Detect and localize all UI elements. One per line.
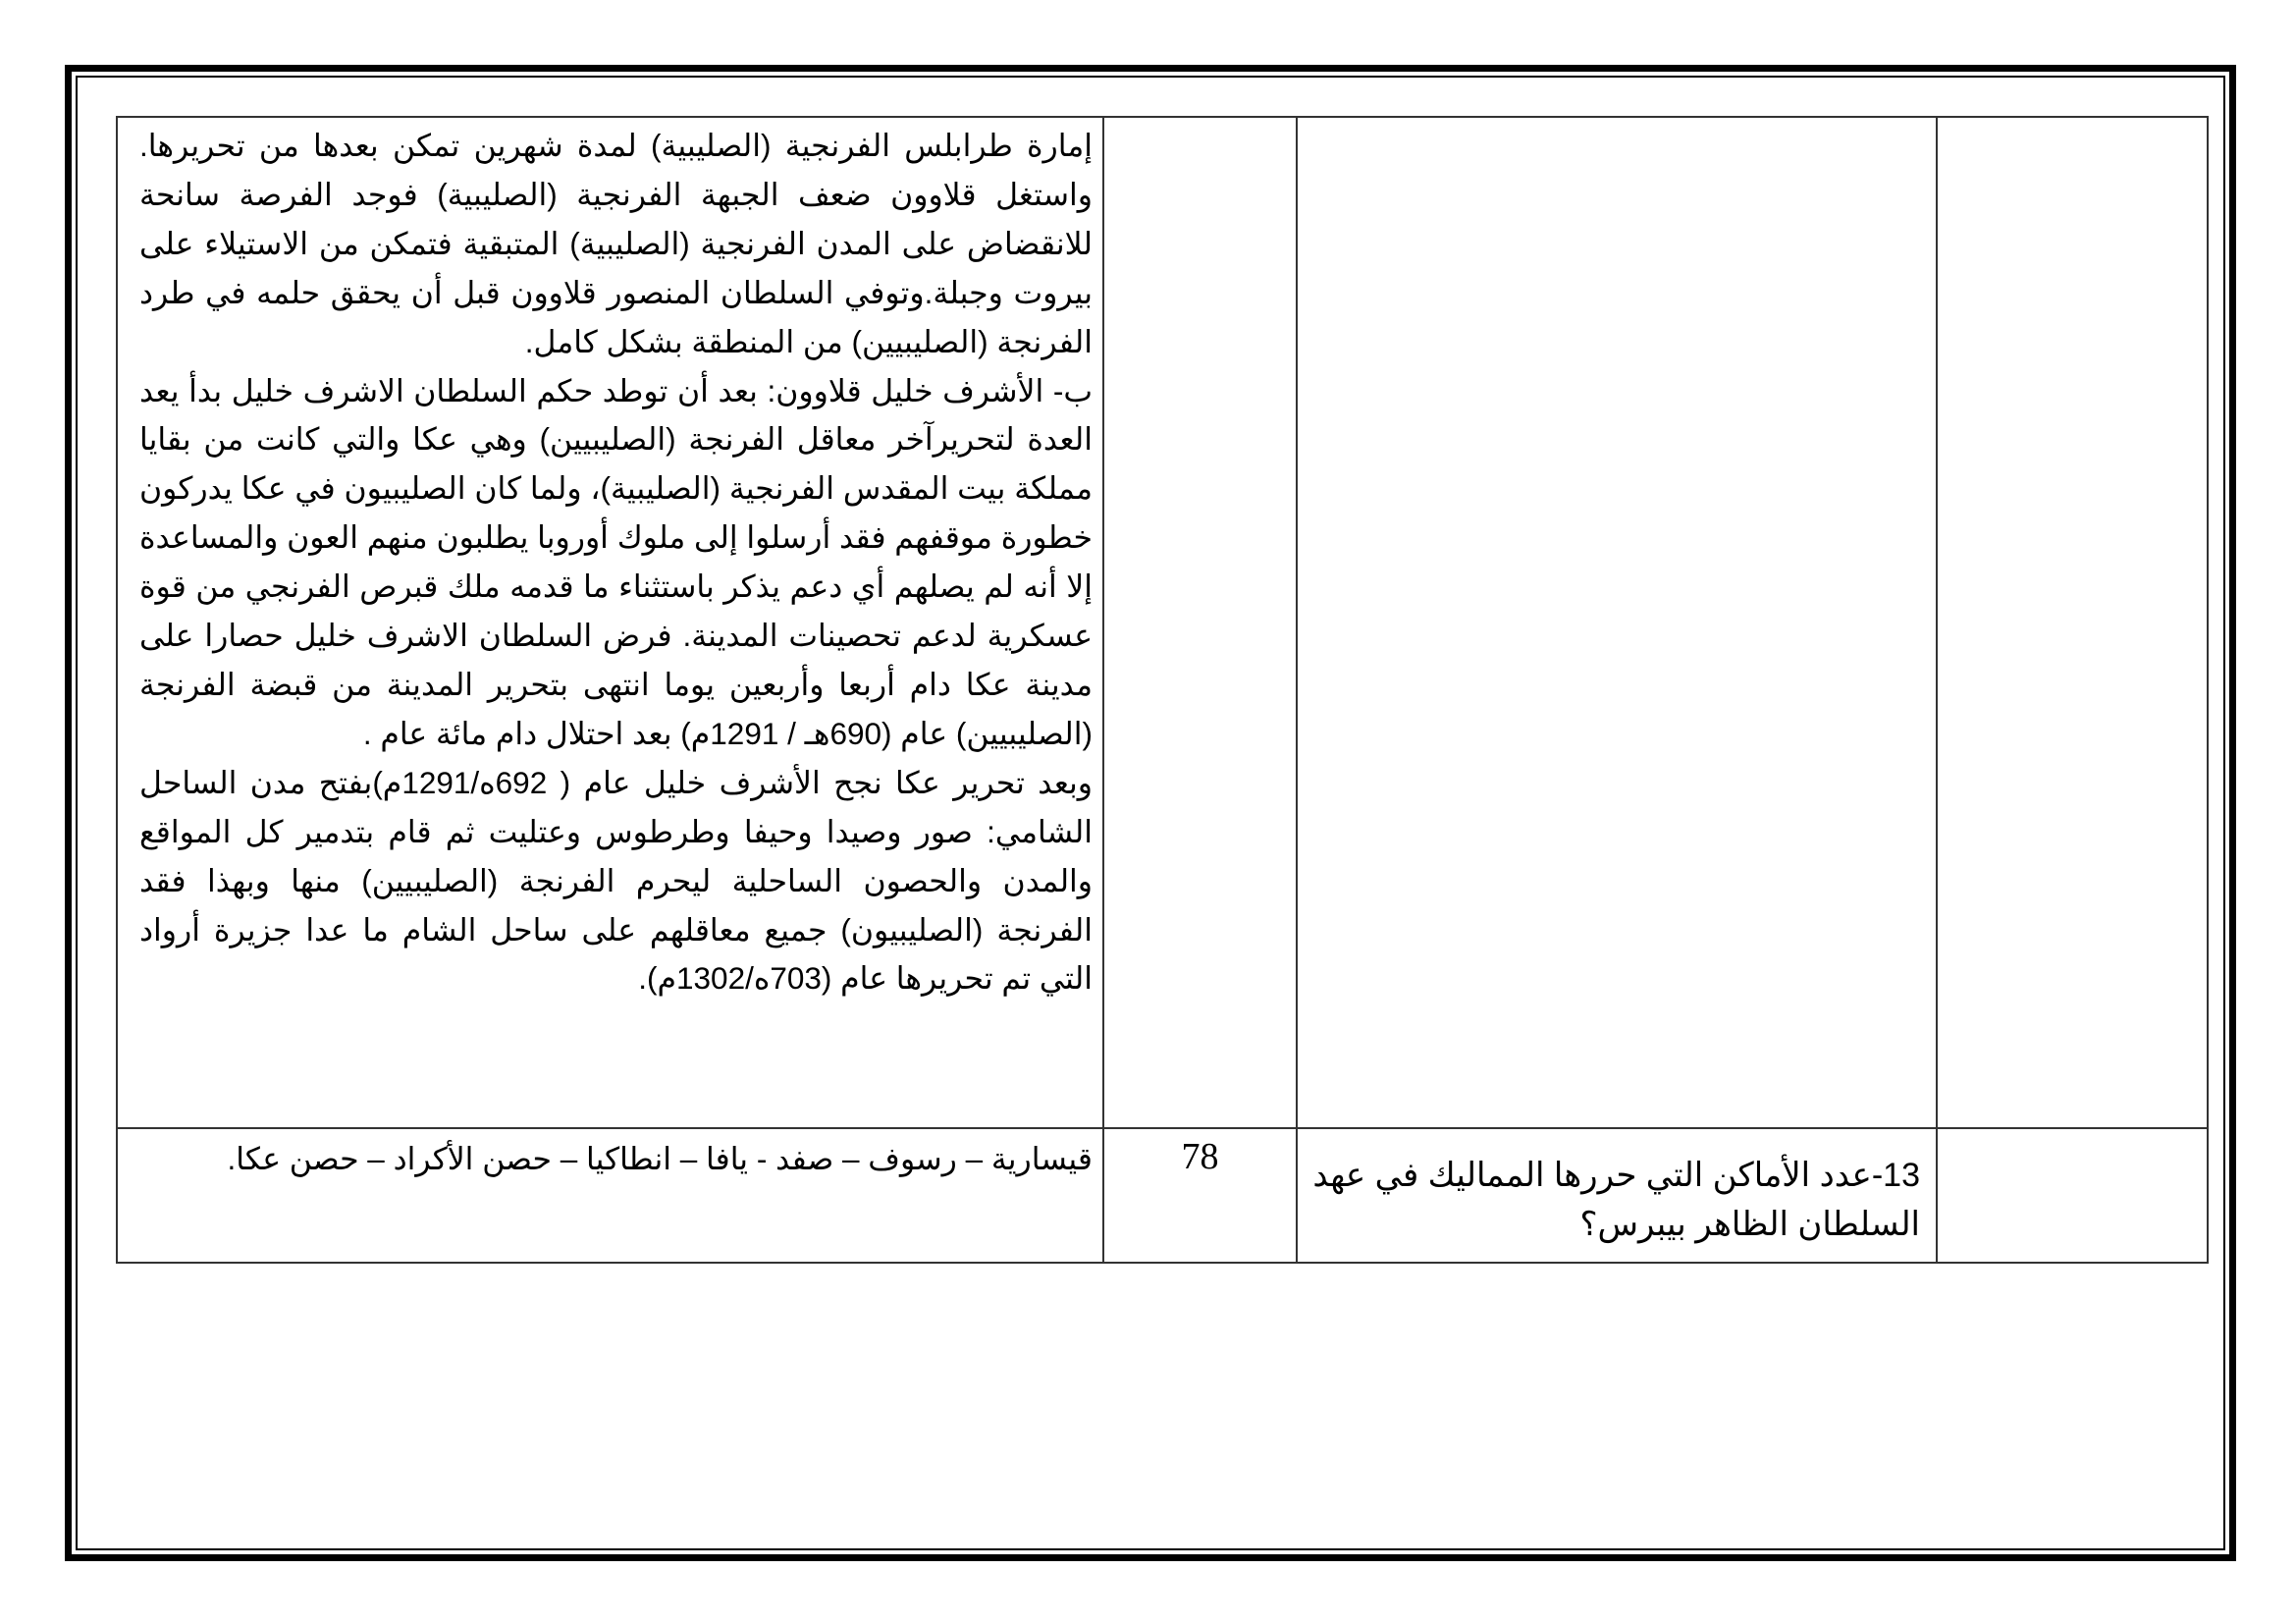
empty-cell [1937, 117, 2208, 1128]
answer-paragraph: وبعد تحرير عكا نجح الأشرف خليل عام ( 692ه/1291م)بفتح مدن الساحل الشامي: صور وصيدا وحيفا وطرطوس وعتليت ثم قام بتدمير كل المواقع والمدن والحصون الساحلية ليحرم الفرنجة (الصليبيين) منها وبهذا فقد الفرنجة (الصليبيون) جميع معاقلهم على ساحل الشام ما عدا جزيرة أرواد التي تم تحريرها عام (703ه/1302م). [139, 764, 1093, 997]
question-cell: 13-عدد الأماكن التي حررها المماليك في عهد السلطان الظاهر بيبرس؟ [1297, 1128, 1937, 1263]
answer-paragraph: إمارة طرابلس الفرنجية (الصليبية) لمدة شهرين تمكن بعدها من تحريرها. واستغل قلاوون ضعف الجبهة الفرنجية (الصليبية) فوجد الفرصة سانحة للانقضاض على المدن الفرنجية (الصليبية) المتبقية فتمكن من الاستيلاء على بيروت وجبلة.وتوفي السلطان المنصور قلاوون قبل أن يحقق حلمه في طرد الفرنجة (الصليبيين) من المنطقة بشكل كامل. [139, 128, 1093, 359]
table-row [117, 117, 2208, 1128]
page-number-cell [1103, 117, 1297, 1128]
answers-table [116, 116, 2209, 1264]
table-row [117, 1128, 2208, 1263]
answer-cell [117, 117, 1103, 1128]
answer-cell: قيسارية – رسوف – صفد - يافا – انطاكيا – حصن الأكراد – حصن عكا. [117, 1128, 1103, 1263]
question-cell [1297, 117, 1937, 1128]
empty-cell [1937, 1128, 2208, 1263]
page-number-cell: 78 [1103, 1128, 1297, 1263]
answer-paragraph: ب- الأشرف خليل قلاوون: بعد أن توطد حكم السلطان الاشرف خليل بدأ يعد العدة لتحريرآخر معاقل الفرنجة (الصليبيين) وهي عكا والتي كانت من بقايا مملكة بيت المقدس الفرنجية (الصليبية)، ولما كان الصليبيون في عكا يدركون خطورة موقفهم فقد أرسلوا إلى ملوك أوروبا يطلبون منهم العون والمساعدة إلا أنه لم يصلهم أي دعم يذكر باستثناء ما قدمه ملك قبرص الفرنجي من قوة عسكرية لدعم تحصينات المدينة. فرض السلطان الاشرف خليل حصارا على مدينة عكا دام أربعا وأربعين يوما انتهى بتحرير المدينة من قبضة الفرنجة (الصليبيين) عام (690هـ / 1291م) بعد احتلال دام مائة عام . [139, 372, 1093, 751]
